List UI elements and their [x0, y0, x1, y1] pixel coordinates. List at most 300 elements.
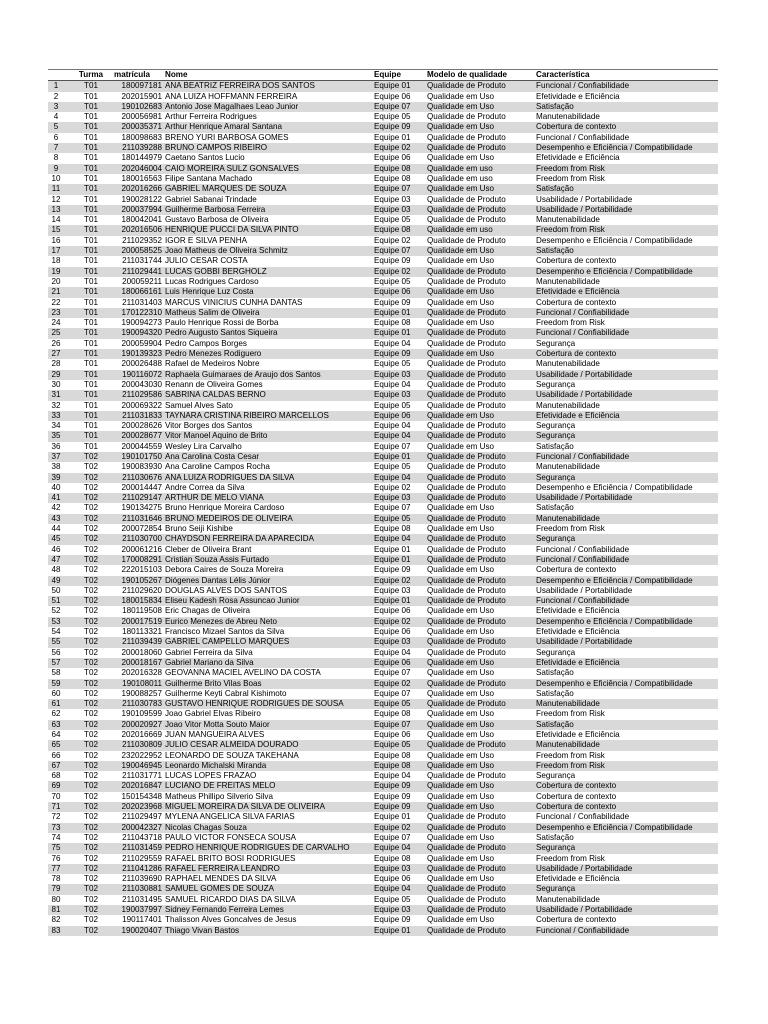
turma-cell: T02: [69, 720, 113, 730]
modelo-cell: Qualidade de Produto: [426, 771, 535, 781]
turma-cell: T01: [69, 380, 113, 390]
modelo-cell: Qualidade de Produto: [426, 390, 535, 400]
equipe-cell: Equipe 05: [373, 699, 426, 709]
caracteristica-cell: Usabilidade / Portabilidade: [535, 205, 718, 215]
row-index: 60: [48, 689, 69, 699]
table-row: [48, 751, 718, 761]
caracteristica-cell: Cobertura de contexto: [535, 802, 718, 812]
turma-cell: T02: [69, 740, 113, 750]
equipe-cell: Equipe 05: [373, 895, 426, 905]
caracteristica-cell: Usabilidade / Portabilidade: [535, 493, 718, 503]
equipe-cell: Equipe 07: [373, 102, 426, 112]
modelo-cell: Qualidade de Produto: [426, 359, 535, 369]
table-row: [48, 905, 718, 915]
turma-cell: T02: [69, 926, 113, 936]
matricula-cell: 190046945: [113, 761, 164, 771]
turma-cell: T02: [69, 586, 113, 596]
equipe-cell: Equipe 04: [373, 884, 426, 894]
row-index: 10: [48, 174, 69, 184]
turma-cell: T02: [69, 473, 113, 483]
turma-cell: T01: [69, 236, 113, 246]
turma-cell: T02: [69, 524, 113, 534]
row-index: 80: [48, 895, 69, 905]
nome-cell: Joao Gabriel Elvas Ribeiro: [164, 709, 373, 719]
modelo-cell: Qualidade de Produto: [426, 617, 535, 627]
caracteristica-cell: Desempenho e Eficiência / Compatibilidade: [535, 143, 718, 153]
nome-cell: CAIO MOREIRA SULZ GONSALVES: [164, 164, 373, 174]
row-index: 41: [48, 493, 69, 503]
modelo-cell: Qualidade em Uso: [426, 442, 535, 452]
modelo-cell: Qualidade de Produto: [426, 277, 535, 287]
row-index: 13: [48, 205, 69, 215]
table-row: [48, 133, 718, 143]
table-row: [48, 81, 718, 92]
equipe-cell: Equipe 03: [373, 864, 426, 874]
modelo-cell: Qualidade em Uso: [426, 802, 535, 812]
turma-cell: T02: [69, 596, 113, 606]
table-row: [48, 596, 718, 606]
turma-cell: T01: [69, 431, 113, 441]
row-index: 27: [48, 349, 69, 359]
row-index: 12: [48, 195, 69, 205]
modelo-cell: Qualidade em Uso: [426, 298, 535, 308]
nome-cell: Raphaela Guimaraes de Araujo dos Santos: [164, 370, 373, 380]
modelo-cell: Qualidade de Produto: [426, 545, 535, 555]
nome-cell: Luis Henrique Luz Costa: [164, 287, 373, 297]
row-index: 79: [48, 884, 69, 894]
equipe-cell: Equipe 07: [373, 246, 426, 256]
matricula-cell: 202046004: [113, 164, 164, 174]
row-index: 23: [48, 308, 69, 318]
nome-cell: Pedro Menezes Rodiguero: [164, 349, 373, 359]
table-row: [48, 915, 718, 925]
header-modelo: Modelo de qualidade: [427, 70, 508, 79]
modelo-cell: Qualidade em Uso: [426, 833, 535, 843]
matricula-cell: 211029586: [113, 390, 164, 400]
modelo-cell: Qualidade em Uso: [426, 349, 535, 359]
nome-cell: RAPHAEL MENDES DA SILVA: [164, 874, 373, 884]
equipe-cell: Equipe 02: [373, 576, 426, 586]
modelo-cell: Qualidade de Produto: [426, 195, 535, 205]
nome-cell: Gabriel Ferreira da Silva: [164, 648, 373, 658]
nome-cell: Eric Chagas de Oliveira: [164, 606, 373, 616]
table-row: [48, 854, 718, 864]
equipe-cell: Equipe 09: [373, 565, 426, 575]
matricula-cell: 180119508: [113, 606, 164, 616]
caracteristica-cell: Satisfação: [535, 503, 718, 513]
nome-cell: BRUNO CAMPOS RIBEIRO: [164, 143, 373, 153]
equipe-cell: Equipe 05: [373, 277, 426, 287]
table-row: [48, 658, 718, 668]
turma-cell: T02: [69, 606, 113, 616]
nome-cell: Filipe Santana Machado: [164, 174, 373, 184]
modelo-cell: Qualidade de Produto: [426, 401, 535, 411]
modelo-cell: Qualidade em Uso: [426, 854, 535, 864]
caracteristica-cell: Satisfação: [535, 689, 718, 699]
caracteristica-cell: Usabilidade / Portabilidade: [535, 637, 718, 647]
modelo-cell: Qualidade em uso: [426, 174, 535, 184]
turma-cell: T02: [69, 709, 113, 719]
caracteristica-cell: Funcional / Confiabilidade: [535, 133, 718, 143]
turma-cell: T02: [69, 658, 113, 668]
matricula-cell: 211031646: [113, 514, 164, 524]
turma-cell: T02: [69, 637, 113, 647]
matricula-cell: 200061216: [113, 545, 164, 555]
turma-cell: T01: [69, 205, 113, 215]
turma-cell: T02: [69, 730, 113, 740]
table-row: [48, 895, 718, 905]
equipe-cell: Equipe 06: [373, 606, 426, 616]
matricula-cell: 211031744: [113, 256, 164, 266]
row-index: 65: [48, 740, 69, 750]
caracteristica-cell: Manutenabilidade: [535, 514, 718, 524]
turma-cell: T02: [69, 483, 113, 493]
modelo-cell: Qualidade em Uso: [426, 246, 535, 256]
nome-cell: BRUNO MEDEIROS DE OLIVEIRA: [164, 514, 373, 524]
row-index: 76: [48, 854, 69, 864]
matricula-cell: 200037994: [113, 205, 164, 215]
equipe-cell: Equipe 02: [373, 143, 426, 153]
equipe-cell: Equipe 08: [373, 164, 426, 174]
turma-cell: T01: [69, 277, 113, 287]
table-row: [48, 298, 718, 308]
table-row: [48, 493, 718, 503]
caracteristica-cell: Freedom from Risk: [535, 164, 718, 174]
modelo-cell: Qualidade em Uso: [426, 92, 535, 102]
table-row: [48, 823, 718, 833]
equipe-cell: Equipe 03: [373, 493, 426, 503]
equipe-cell: Equipe 06: [373, 153, 426, 163]
row-index: 7: [48, 143, 69, 153]
turma-cell: T02: [69, 812, 113, 822]
turma-cell: T02: [69, 854, 113, 864]
equipe-cell: Equipe 01: [373, 328, 426, 338]
turma-cell: T01: [69, 287, 113, 297]
equipe-cell: Equipe 05: [373, 215, 426, 225]
nome-cell: Arthur Ferreira Rodrigues: [164, 112, 373, 122]
row-index: 63: [48, 720, 69, 730]
matricula-cell: 190117401: [113, 915, 164, 925]
table-row: [48, 401, 718, 411]
turma-cell: T01: [69, 401, 113, 411]
matricula-cell: 211029441: [113, 267, 164, 277]
matricula-cell: 190094320: [113, 328, 164, 338]
caracteristica-cell: Manutenabilidade: [535, 112, 718, 122]
nome-cell: Gabriel Sabanai Trindade: [164, 195, 373, 205]
equipe-cell: Equipe 06: [373, 627, 426, 637]
turma-cell: T01: [69, 390, 113, 400]
turma-cell: T01: [69, 421, 113, 431]
nome-cell: Francisco Mizael Santos da Silva: [164, 627, 373, 637]
matricula-cell: 211029559: [113, 854, 164, 864]
equipe-cell: Equipe 09: [373, 349, 426, 359]
modelo-cell: Qualidade de Produto: [426, 864, 535, 874]
turma-cell: T02: [69, 823, 113, 833]
modelo-cell: Qualidade de Produto: [426, 648, 535, 658]
caracteristica-cell: Usabilidade / Portabilidade: [535, 195, 718, 205]
matricula-cell: 202016669: [113, 730, 164, 740]
row-index: 70: [48, 792, 69, 802]
caracteristica-cell: Cobertura de contexto: [535, 349, 718, 359]
caracteristica-cell: Freedom from Risk: [535, 751, 718, 761]
caracteristica-cell: Funcional / Confiabilidade: [535, 596, 718, 606]
caracteristica-cell: Segurança: [535, 380, 718, 390]
caracteristica-cell: Freedom from Risk: [535, 318, 718, 328]
modelo-cell: Qualidade de Produto: [426, 473, 535, 483]
equipe-cell: Equipe 02: [373, 483, 426, 493]
caracteristica-cell: Cobertura de contexto: [535, 122, 718, 132]
matricula-cell: 180066161: [113, 287, 164, 297]
turma-cell: T01: [69, 256, 113, 266]
caracteristica-cell: Satisfação: [535, 442, 718, 452]
modelo-cell: Qualidade de Produto: [426, 380, 535, 390]
row-index: 59: [48, 679, 69, 689]
equipe-cell: Equipe 04: [373, 534, 426, 544]
modelo-cell: Qualidade de Produto: [426, 586, 535, 596]
nome-cell: Sidney Fernando Ferreira Lemes: [164, 905, 373, 915]
nome-cell: MYLENA ANGELICA SILVA FARIAS: [164, 812, 373, 822]
equipe-cell: Equipe 04: [373, 771, 426, 781]
row-index: 46: [48, 545, 69, 555]
row-index: 47: [48, 555, 69, 565]
row-index: 3: [48, 102, 69, 112]
nome-cell: LUCIANO DE FREITAS MELO: [164, 781, 373, 791]
equipe-cell: Equipe 08: [373, 709, 426, 719]
caracteristica-cell: Segurança: [535, 771, 718, 781]
equipe-cell: Equipe 09: [373, 298, 426, 308]
equipe-cell: Equipe 09: [373, 915, 426, 925]
matricula-cell: 190083930: [113, 462, 164, 472]
nome-cell: Guilherme Keyti Cabral Kishimoto: [164, 689, 373, 699]
equipe-cell: Equipe 04: [373, 648, 426, 658]
matricula-cell: 180015834: [113, 596, 164, 606]
matricula-cell: 211043718: [113, 833, 164, 843]
row-index: 43: [48, 514, 69, 524]
caracteristica-cell: Funcional / Confiabilidade: [535, 308, 718, 318]
table-row: [48, 555, 718, 565]
caracteristica-cell: Manutenabilidade: [535, 215, 718, 225]
row-index: 45: [48, 534, 69, 544]
equipe-cell: Equipe 02: [373, 267, 426, 277]
turma-cell: T02: [69, 565, 113, 575]
caracteristica-cell: Satisfação: [535, 246, 718, 256]
caracteristica-cell: Cobertura de contexto: [535, 792, 718, 802]
equipe-cell: Equipe 06: [373, 92, 426, 102]
matricula-cell: 200017519: [113, 617, 164, 627]
modelo-cell: Qualidade de Produto: [426, 143, 535, 153]
nome-cell: LUCAS LOPES FRAZAO: [164, 771, 373, 781]
equipe-cell: Equipe 08: [373, 174, 426, 184]
caracteristica-cell: Manutenabilidade: [535, 277, 718, 287]
row-index: 25: [48, 328, 69, 338]
turma-cell: T01: [69, 411, 113, 421]
modelo-cell: Qualidade de Produto: [426, 823, 535, 833]
caracteristica-cell: Freedom from Risk: [535, 854, 718, 864]
modelo-cell: Qualidade de Produto: [426, 133, 535, 143]
matricula-cell: 202015901: [113, 92, 164, 102]
modelo-cell: Qualidade de Produto: [426, 452, 535, 462]
nome-cell: GEOVANNA MACIEL AVELINO DA COSTA: [164, 668, 373, 678]
modelo-cell: Qualidade em Uso: [426, 915, 535, 925]
matricula-cell: 200058525: [113, 246, 164, 256]
modelo-cell: Qualidade de Produto: [426, 812, 535, 822]
equipe-cell: Equipe 02: [373, 617, 426, 627]
equipe-cell: Equipe 06: [373, 658, 426, 668]
caracteristica-cell: Segurança: [535, 843, 718, 853]
nome-cell: JUAN MANGUEIRA ALVES: [164, 730, 373, 740]
turma-cell: T02: [69, 503, 113, 513]
matricula-cell: 190028122: [113, 195, 164, 205]
table-row: [48, 421, 718, 431]
table-row: [48, 740, 718, 750]
caracteristica-cell: Funcional / Confiabilidade: [535, 545, 718, 555]
table-row: [48, 699, 718, 709]
turma-cell: T01: [69, 267, 113, 277]
caracteristica-cell: Segurança: [535, 648, 718, 658]
matricula-cell: 211031495: [113, 895, 164, 905]
row-index: 61: [48, 699, 69, 709]
table-row: [48, 318, 718, 328]
modelo-cell: Qualidade de Produto: [426, 493, 535, 503]
nome-cell: Leonardo Michalski Miranda: [164, 761, 373, 771]
nome-cell: JULIO CESAR ALMEIDA DOURADO: [164, 740, 373, 750]
caracteristica-cell: Freedom from Risk: [535, 524, 718, 534]
matricula-cell: 211030881: [113, 884, 164, 894]
table-row: [48, 771, 718, 781]
matricula-cell: 190139323: [113, 349, 164, 359]
row-index: 2: [48, 92, 69, 102]
matricula-cell: 200069322: [113, 401, 164, 411]
nome-cell: Paulo Henrique Rossi de Borba: [164, 318, 373, 328]
equipe-cell: Equipe 06: [373, 730, 426, 740]
row-index: 1: [48, 81, 69, 92]
row-index: 26: [48, 339, 69, 349]
caracteristica-cell: Efetividade e Eficiência: [535, 627, 718, 637]
equipe-cell: Equipe 03: [373, 195, 426, 205]
modelo-cell: Qualidade em uso: [426, 164, 535, 174]
matricula-cell: 200042327: [113, 823, 164, 833]
turma-cell: T02: [69, 462, 113, 472]
caracteristica-cell: Efetividade e Eficiência: [535, 730, 718, 740]
row-index: 42: [48, 503, 69, 513]
caracteristica-cell: Freedom from Risk: [535, 761, 718, 771]
matricula-cell: 202016847: [113, 781, 164, 791]
nome-cell: Cleber de Oliveira Brant: [164, 545, 373, 555]
table-row: [48, 184, 718, 194]
modelo-cell: Qualidade em Uso: [426, 102, 535, 112]
table-row: [48, 102, 718, 112]
matricula-cell: 200026488: [113, 359, 164, 369]
equipe-cell: Equipe 09: [373, 122, 426, 132]
table-row: [48, 370, 718, 380]
row-index: 19: [48, 267, 69, 277]
caracteristica-cell: Desempenho e Eficiência / Compatibilidade: [535, 617, 718, 627]
table-row: [48, 349, 718, 359]
row-index: 83: [48, 926, 69, 936]
caracteristica-cell: Desempenho e Eficiência / Compatibilidade: [535, 823, 718, 833]
equipe-cell: Equipe 04: [373, 421, 426, 431]
turma-cell: T01: [69, 370, 113, 380]
matricula-cell: 190020407: [113, 926, 164, 936]
header-row: [48, 70, 718, 81]
nome-cell: GABRIEL MARQUES DE SOUZA: [164, 184, 373, 194]
caracteristica-cell: Efetividade e Eficiência: [535, 92, 718, 102]
modelo-cell: Qualidade em Uso: [426, 256, 535, 266]
row-index: 81: [48, 905, 69, 915]
nome-cell: PAULO VICTOR FONSECA SOUSA: [164, 833, 373, 843]
caracteristica-cell: Cobertura de contexto: [535, 781, 718, 791]
modelo-cell: Qualidade em Uso: [426, 503, 535, 513]
row-index: 6: [48, 133, 69, 143]
turma-cell: T02: [69, 545, 113, 555]
caracteristica-cell: Satisfação: [535, 668, 718, 678]
caracteristica-cell: Manutenabilidade: [535, 401, 718, 411]
table-row: [48, 328, 718, 338]
turma-cell: T01: [69, 81, 113, 92]
nome-cell: Gabriel Mariano da Silva: [164, 658, 373, 668]
matricula-cell: 202016266: [113, 184, 164, 194]
table-row: [48, 287, 718, 297]
turma-cell: T01: [69, 184, 113, 194]
modelo-cell: Qualidade de Produto: [426, 462, 535, 472]
caracteristica-cell: Manutenabilidade: [535, 895, 718, 905]
turma-cell: T02: [69, 864, 113, 874]
equipe-cell: Equipe 09: [373, 792, 426, 802]
table-row: [48, 483, 718, 493]
modelo-cell: Qualidade em Uso: [426, 627, 535, 637]
equipe-cell: Equipe 01: [373, 545, 426, 555]
row-index: 51: [48, 596, 69, 606]
row-index: 29: [48, 370, 69, 380]
turma-cell: T02: [69, 874, 113, 884]
equipe-cell: Equipe 07: [373, 833, 426, 843]
table-row: [48, 452, 718, 462]
turma-cell: T01: [69, 339, 113, 349]
equipe-cell: Equipe 03: [373, 905, 426, 915]
equipe-cell: Equipe 06: [373, 411, 426, 421]
nome-cell: CHAYDSON FERREIRA DA APARECIDA: [164, 534, 373, 544]
caracteristica-cell: Usabilidade / Portabilidade: [535, 370, 718, 380]
table-row: [48, 442, 718, 452]
table-row: [48, 648, 718, 658]
caracteristica-cell: Satisfação: [535, 833, 718, 843]
table-row: [48, 637, 718, 647]
modelo-cell: Qualidade de Produto: [426, 431, 535, 441]
row-index: 24: [48, 318, 69, 328]
nome-cell: GABRIEL CAMPELLO MARQUES: [164, 637, 373, 647]
row-index: 69: [48, 781, 69, 791]
nome-cell: DOUGLAS ALVES DOS SANTOS: [164, 586, 373, 596]
modelo-cell: Qualidade em Uso: [426, 792, 535, 802]
nome-cell: Guilherme Brito Vilas Boas: [164, 679, 373, 689]
matricula-cell: 211030676: [113, 473, 164, 483]
row-index: 37: [48, 452, 69, 462]
row-index: 40: [48, 483, 69, 493]
row-index: 9: [48, 164, 69, 174]
turma-cell: T02: [69, 514, 113, 524]
turma-cell: T01: [69, 225, 113, 235]
equipe-cell: Equipe 03: [373, 637, 426, 647]
nome-cell: Vitor Borges dos Santos: [164, 421, 373, 431]
equipe-cell: Equipe 04: [373, 339, 426, 349]
turma-cell: T02: [69, 802, 113, 812]
matricula-cell: 211030700: [113, 534, 164, 544]
matricula-cell: 200059904: [113, 339, 164, 349]
matricula-cell: 190105267: [113, 576, 164, 586]
row-index: 22: [48, 298, 69, 308]
modelo-cell: Qualidade de Produto: [426, 679, 535, 689]
table-row: [48, 874, 718, 884]
